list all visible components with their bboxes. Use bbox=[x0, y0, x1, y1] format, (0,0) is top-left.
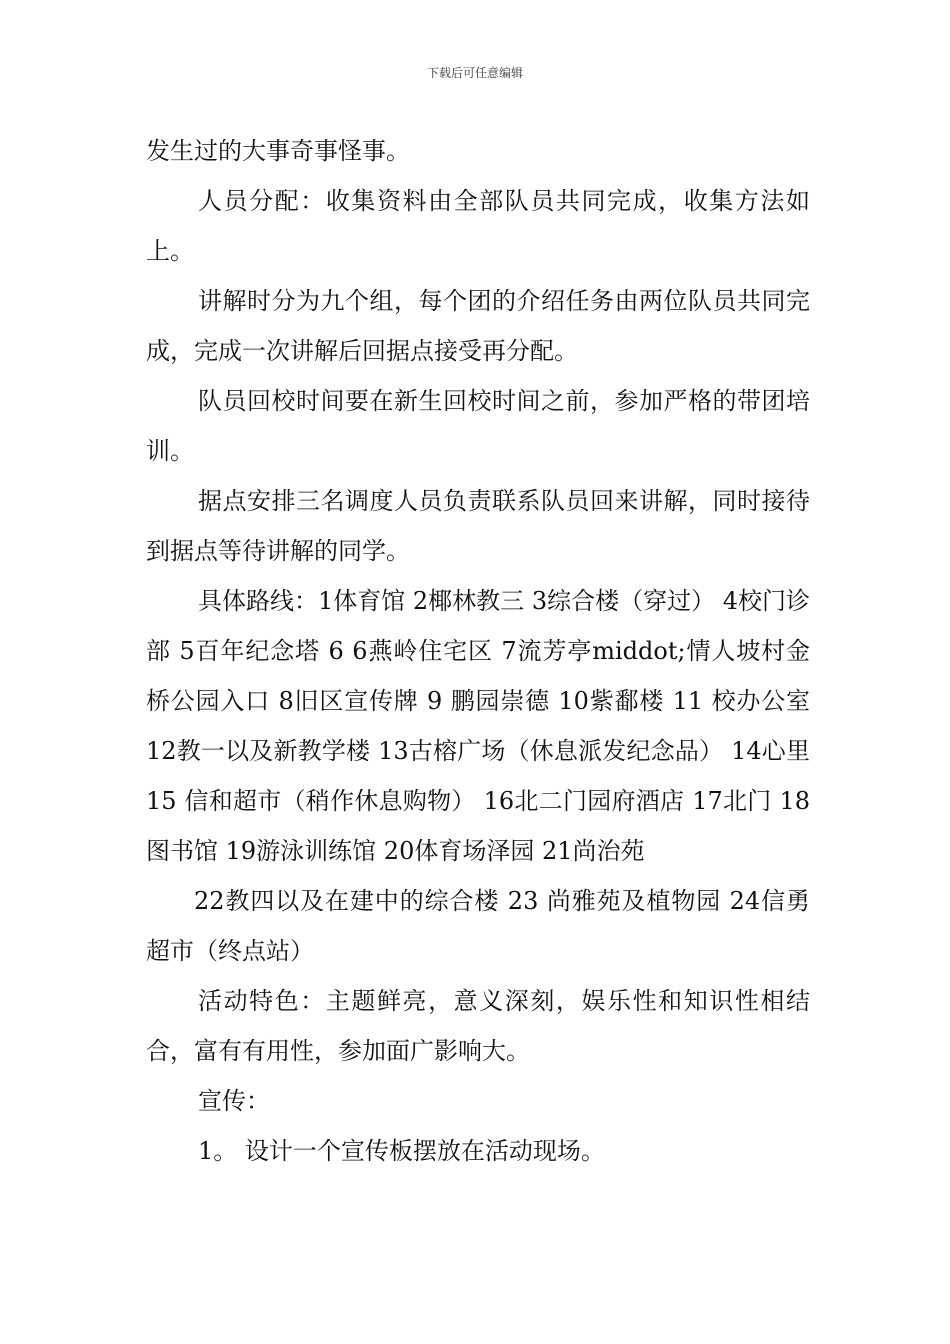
paragraph-staff-allocation: 人员分配：收集资料由全部队员共同完成，收集方法如上。 bbox=[146, 187, 810, 265]
paragraph-groups: 讲解时分为九个组，每个团的介绍任务由两位队员共同完成，完成一次讲解后回据点接受再分配。 bbox=[146, 287, 810, 365]
paragraph-dispatch: 据点安排三名调度人员负责联系队员回来讲解，同时接待到据点等待讲解的同学。 bbox=[146, 487, 810, 565]
paragraph-publicity-heading: 宣传： bbox=[198, 1087, 270, 1115]
paragraph-route-continued: 22教四以及在建中的综合楼 23 尚雅苑及植物园 24信勇超市（终点站） bbox=[146, 887, 810, 965]
document-body bbox=[146, 126, 810, 1176]
paragraph-route: 具体路线：1体育馆 2椰林教三 3综合楼（穿过） 4校门诊部 5百年纪念塔 6 6燕岭住宅区 7流芳亭middot;情人坡村金桥公园入口 8旧区宣传牌 9 鹏园崇德 10紫鄱楼 11 校办公室 12教一以及新教学楼 13古榕广场（休息派发纪念品） 14心里 15 信和超市（稍作休息购物） 16北二门园府酒店 17北门 18 图书馆 19游泳训练馆 20体育场泽园 21尚治苑 bbox=[146, 587, 810, 865]
paragraph-continuation: 发生过的大事奇事怪事。 bbox=[146, 137, 410, 165]
paragraph-features: 活动特色：主题鲜亮，意义深刻，娱乐性和知识性相结合，富有有用性，参加面广影响大。 bbox=[146, 987, 810, 1065]
paragraph-return-time: 队员回校时间要在新生回校时间之前，参加严格的带团培训。 bbox=[146, 387, 810, 465]
paragraph-publicity-item-1: 1。 设计一个宣传板摆放在活动现场。 bbox=[198, 1137, 605, 1165]
page-header: 下载后可任意编辑 bbox=[426, 66, 523, 80]
